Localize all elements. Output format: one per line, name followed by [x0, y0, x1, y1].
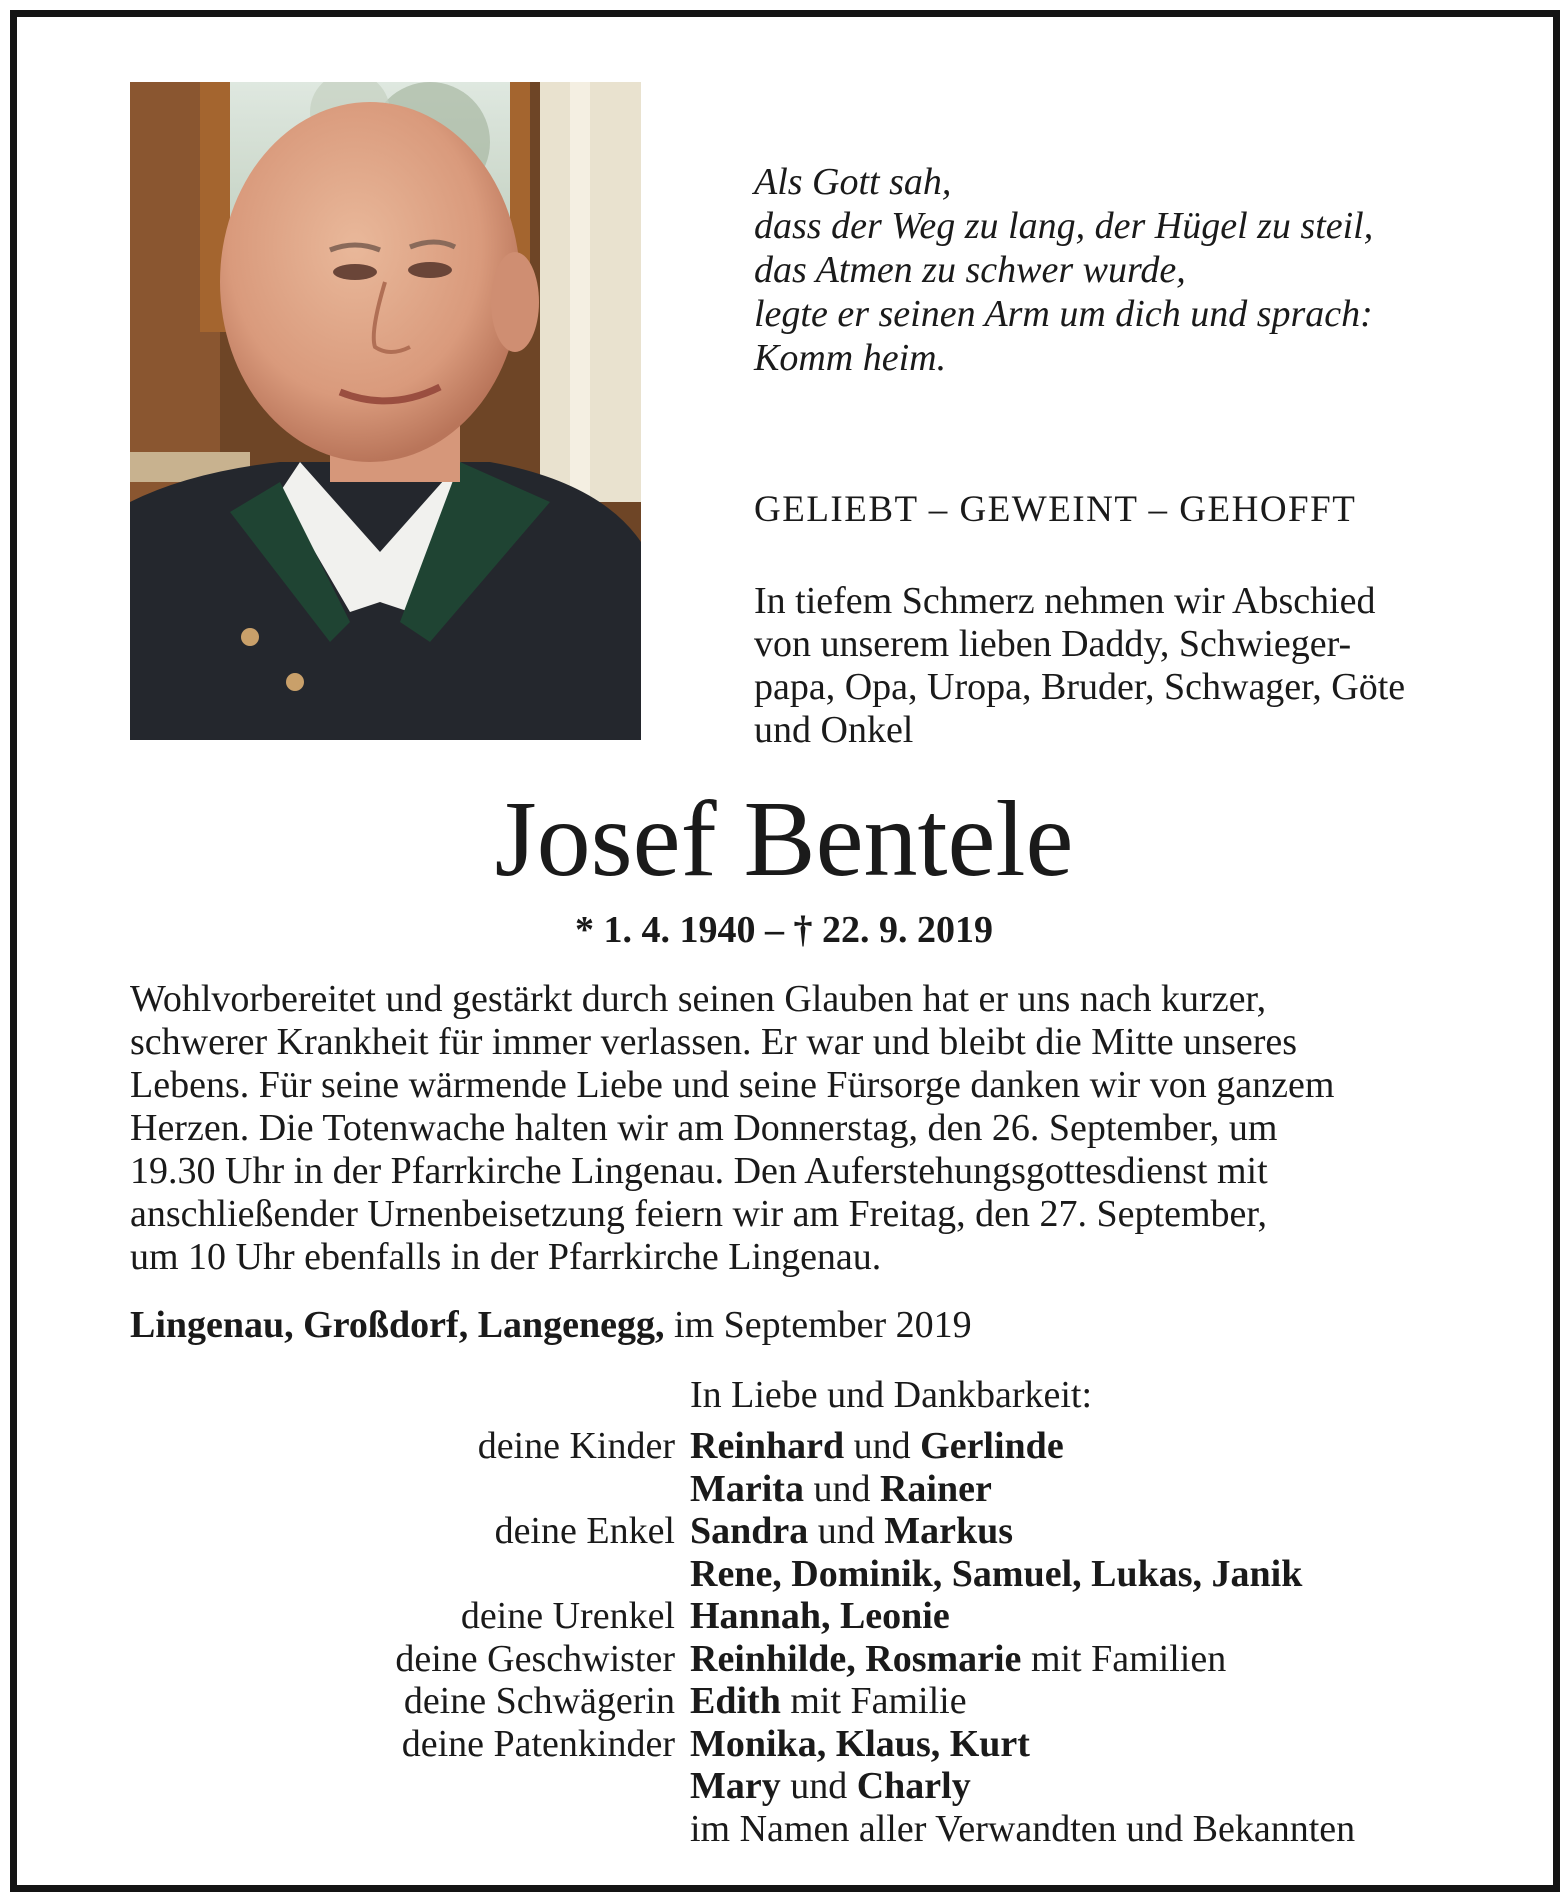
poem-line: das Atmen zu schwer wurde, — [754, 249, 1186, 291]
mourner-names — [690, 1510, 1460, 1553]
mourner-relation: deine Patenkinder — [401, 1722, 675, 1765]
mourners-list — [130, 1425, 1460, 1850]
poem — [754, 160, 1373, 380]
mourner-row — [130, 1510, 1460, 1553]
mourner-names — [690, 1468, 1460, 1511]
body-line: Wohlvorbereitet und gestärkt durch seinen Glauben hat er uns nach kurzer, — [130, 978, 1267, 1020]
body-line: anschließender Urnenbeisetzung feiern wir am Freitag, den 27. September, — [130, 1193, 1268, 1235]
mourner-relation — [130, 1468, 690, 1511]
intro-line: von unserem lieben Daddy, Schwieger- — [754, 623, 1352, 665]
mourner-name: Reinhilde, Rosmarie — [690, 1637, 1022, 1680]
mourner-names — [690, 1808, 1460, 1851]
mourner-connector: mit Familie — [780, 1680, 967, 1722]
mourner-relation — [130, 1765, 690, 1808]
body-line: 19.30 Uhr in der Pfarrkirche Lingenau. Den Auferstehungsgottesdienst mit — [130, 1150, 1268, 1192]
motto: GELIEBT – GEWEINT – GEHOFFT — [754, 489, 1357, 530]
mourner-names — [690, 1553, 1460, 1596]
body-line: um 10 Uhr ebenfalls in der Pfarrkirche Lingenau. — [130, 1236, 882, 1278]
intro-line: In tiefem Schmerz nehmen wir Abschied — [754, 580, 1376, 622]
mourner-row — [130, 1808, 1460, 1851]
deceased-name: Josef Bentele — [494, 780, 1074, 899]
mourner-row — [130, 1723, 1460, 1766]
mourner-name: Rainer — [879, 1467, 992, 1510]
mourner-relation: deine Urenkel — [460, 1595, 675, 1637]
mourner-connector: und — [780, 1765, 857, 1807]
poem-line: Komm heim. — [754, 337, 947, 379]
mourner-relation: deine Kinder — [477, 1425, 675, 1467]
mourner-row — [130, 1468, 1460, 1511]
place-and-date — [130, 1303, 972, 1347]
mourner-connector: mit Familien — [1021, 1637, 1227, 1680]
intro-text — [754, 580, 1405, 752]
mourner-connector: und — [808, 1510, 885, 1552]
life-dates: * 1. 4. 1940 – † 22. 9. 2019 — [575, 909, 993, 951]
mourner-name: Marita — [690, 1467, 804, 1510]
mourner-names — [690, 1425, 1460, 1468]
mourner-relation — [130, 1808, 690, 1851]
mourner-name: Hannah, Leonie — [690, 1595, 950, 1637]
poem-line: Als Gott sah, — [754, 161, 952, 203]
mourner-name: Gerlinde — [920, 1425, 1064, 1467]
thanks-line: In Liebe und Dankbarkeit: — [690, 1374, 1093, 1416]
mourner-row — [130, 1638, 1460, 1681]
mourner-row — [130, 1425, 1460, 1468]
mourner-name: Monika, Klaus, Kurt — [690, 1722, 1030, 1765]
mourner-name: Edith — [690, 1680, 781, 1722]
mourner-name: Rene, Dominik, Samuel, Lukas, Janik — [690, 1552, 1303, 1595]
poem-line: legte er seinen Arm um dich und sprach: — [754, 293, 1373, 335]
mourner-names — [690, 1680, 1460, 1723]
mourner-names — [690, 1638, 1460, 1681]
body-line: Herzen. Die Totenwache halten wir am Donnerstag, den 26. September, um — [130, 1107, 1278, 1149]
mourner-relation: deine Enkel — [494, 1510, 675, 1552]
mourner-names — [690, 1765, 1460, 1808]
intro-line: papa, Opa, Uropa, Bruder, Schwager, Göte — [754, 666, 1406, 708]
body-line: Lebens. Für seine wärmende Liebe und seine Fürsorge danken wir von ganzem — [130, 1064, 1335, 1106]
mourner-row — [130, 1680, 1460, 1723]
intro-line: und Onkel — [754, 709, 914, 751]
mourner-relation: deine Schwägerin — [403, 1680, 675, 1722]
mourner-names — [690, 1723, 1460, 1766]
mourner-name: Markus — [884, 1510, 1014, 1552]
body-line: schwerer Krankheit für immer verlassen. Er war und bleibt die Mitte unseres — [130, 1021, 1298, 1063]
mourner-row — [130, 1595, 1460, 1638]
mourner-name: Mary — [690, 1765, 781, 1807]
mourner-connector: und — [803, 1467, 880, 1510]
mourner-connector: im Namen aller Verwandten und Bekannten — [690, 1807, 1356, 1850]
place-towns: Lingenau, Großdorf, Langenegg, — [130, 1304, 665, 1346]
mourner-relation: deine Geschwister — [395, 1637, 675, 1680]
mourner-name: Reinhard — [690, 1425, 845, 1467]
mourner-names — [690, 1595, 1460, 1638]
portrait-photo-icon — [130, 82, 641, 740]
announcement-text — [130, 978, 1334, 1279]
mourner-relation — [130, 1553, 690, 1596]
mourner-connector: und — [844, 1425, 921, 1467]
mourner-row — [130, 1765, 1460, 1808]
poem-line: dass der Weg zu lang, der Hügel zu steil, — [754, 205, 1374, 247]
mourner-name: Charly — [856, 1765, 971, 1807]
mourner-name: Sandra — [690, 1510, 809, 1552]
place-date: im September 2019 — [674, 1304, 972, 1346]
mourner-row — [130, 1553, 1460, 1596]
